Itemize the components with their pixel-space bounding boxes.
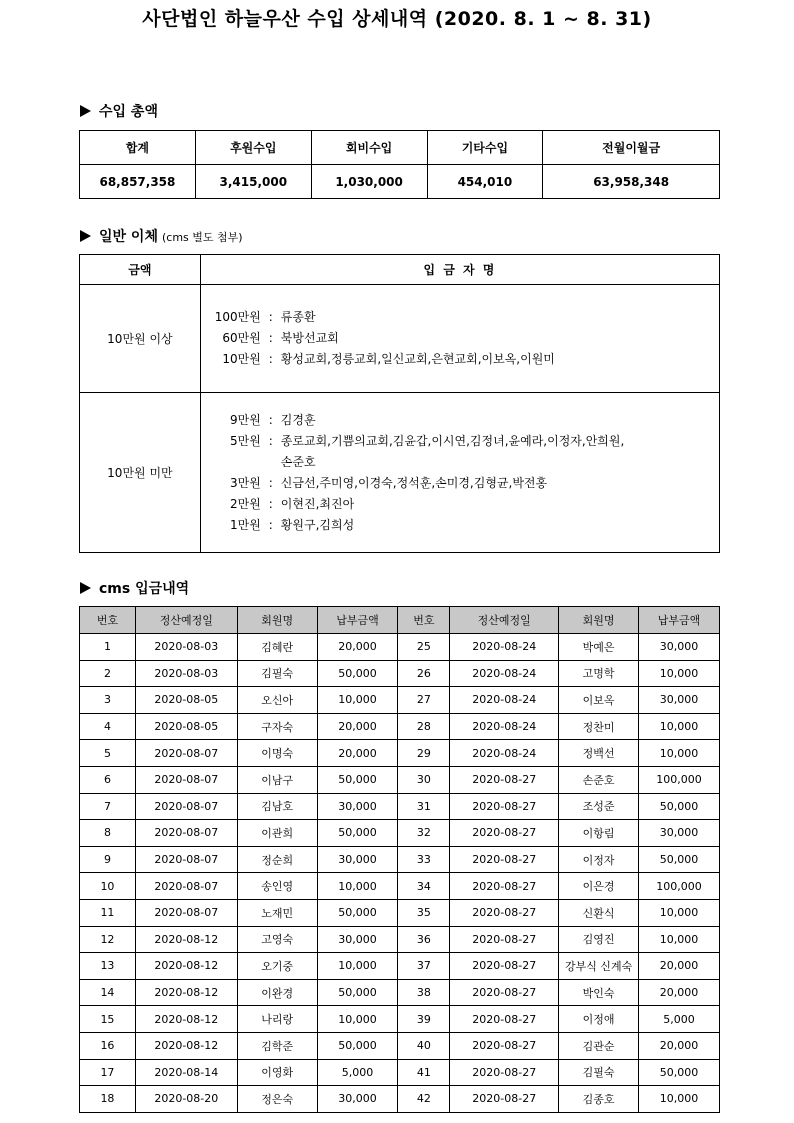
cms-cell: 오신아	[237, 687, 317, 714]
cms-cell: 10,000	[638, 740, 719, 767]
cms-header-cell: 정산예정일	[450, 607, 559, 634]
cms-cell: 10,000	[317, 953, 398, 980]
cms-cell: 2020-08-24	[450, 713, 559, 740]
cms-cell: 고영숙	[237, 926, 317, 953]
cms-cell: 이영화	[237, 1059, 317, 1086]
cms-cell: 김필숙	[559, 1059, 639, 1086]
cms-cell: 이정자	[559, 846, 639, 873]
cms-cell: 6	[80, 766, 136, 793]
cms-cell: 33	[398, 846, 450, 873]
general-header-cell: 입 금 자 명	[200, 255, 719, 285]
cms-header-cell: 회원명	[559, 607, 639, 634]
cms-header-cell: 번호	[398, 607, 450, 634]
donor-line	[213, 515, 707, 536]
donor-amount-label: 10만원	[222, 352, 261, 366]
donor-line	[213, 431, 707, 452]
cms-cell: 10,000	[317, 687, 398, 714]
cms-cell: 11	[80, 899, 136, 926]
table-row	[80, 793, 720, 820]
cms-cell: 100,000	[638, 873, 719, 900]
cms-cell: 2020-08-07	[135, 899, 237, 926]
cms-cell: 8	[80, 820, 136, 847]
cms-cell: 2020-08-05	[135, 713, 237, 740]
cms-header-cell: 정산예정일	[135, 607, 237, 634]
cms-cell: 이항림	[559, 820, 639, 847]
cms-cell: 42	[398, 1086, 450, 1113]
cms-header-row	[80, 607, 720, 634]
cms-cell: 30,000	[317, 1086, 398, 1113]
table-row	[80, 899, 720, 926]
table-row	[80, 953, 720, 980]
cms-cell: 정백선	[559, 740, 639, 767]
donor-names: 황원구,김희성	[280, 517, 355, 532]
cms-heading	[80, 578, 189, 598]
donor-line	[213, 452, 707, 473]
cms-table	[79, 606, 720, 1113]
cms-cell: 김필숙	[237, 660, 317, 687]
cms-cell: 2020-08-24	[450, 687, 559, 714]
cms-header-cell: 납부금액	[317, 607, 398, 634]
table-row	[80, 820, 720, 847]
summary-value-row	[80, 165, 720, 199]
cms-cell: 17	[80, 1059, 136, 1086]
cms-cell: 1	[80, 634, 136, 661]
cms-cell: 31	[398, 793, 450, 820]
cms-cell: 김관순	[559, 1032, 639, 1059]
table-row	[80, 1086, 720, 1113]
cms-cell: 10,000	[638, 713, 719, 740]
cms-cell: 100,000	[638, 766, 719, 793]
summary-heading	[80, 101, 158, 121]
donor-line	[213, 307, 707, 328]
cms-cell: 30,000	[317, 926, 398, 953]
summary-heading-label: 수입 총액	[99, 104, 158, 120]
table-row	[80, 873, 720, 900]
cms-cell: 3	[80, 687, 136, 714]
cms-table-body	[80, 634, 720, 1113]
cms-cell: 4	[80, 713, 136, 740]
cms-cell: 26	[398, 660, 450, 687]
cms-cell: 20,000	[638, 1032, 719, 1059]
donor-amount-label: 2만원	[229, 496, 261, 511]
donor-separator	[261, 452, 281, 473]
cms-cell: 2020-08-27	[450, 1086, 559, 1113]
donor-amount-label: 1만원	[229, 517, 261, 532]
table-row	[80, 713, 720, 740]
cms-cell: 10,000	[638, 660, 719, 687]
cms-cell: 2020-08-27	[450, 953, 559, 980]
summary-header-cell: 후원수입	[195, 131, 311, 165]
cms-cell: 2020-08-27	[450, 820, 559, 847]
cms-cell: 30,000	[638, 687, 719, 714]
cms-cell: 5,000	[317, 1059, 398, 1086]
cms-cell: 35	[398, 899, 450, 926]
cms-cell: 2020-08-07	[135, 846, 237, 873]
donor-separator: :	[268, 310, 273, 324]
summary-header-row	[80, 131, 720, 165]
cms-cell: 김학준	[237, 1032, 317, 1059]
cms-cell: 7	[80, 793, 136, 820]
cms-cell: 김영진	[559, 926, 639, 953]
cms-cell: 39	[398, 1006, 450, 1033]
cms-cell: 2020-08-27	[450, 873, 559, 900]
donor-names: 북방선교회	[280, 331, 339, 345]
cms-cell: 2020-08-27	[450, 899, 559, 926]
donor-line	[213, 349, 707, 370]
document-title: 사단법인 하늘우산 수입 상세내역 (2020. 8. 1 ~ 8. 31)	[142, 8, 652, 30]
donor-names: 손준호	[280, 454, 316, 469]
cms-cell: 50,000	[317, 820, 398, 847]
cms-cell: 10,000	[317, 873, 398, 900]
donor-line	[213, 494, 707, 515]
general-amount-cell: 10만원 미만	[80, 393, 201, 553]
cms-cell: 13	[80, 953, 136, 980]
table-row	[80, 1006, 720, 1033]
cms-cell: 2020-08-24	[450, 740, 559, 767]
summary-header-cell: 합계	[80, 131, 196, 165]
general-transfer-table	[79, 254, 720, 553]
triangle-right-icon	[80, 582, 91, 594]
cms-cell: 구자숙	[237, 713, 317, 740]
donor-amount-label: 100만원	[214, 310, 261, 324]
cms-cell: 송인영	[237, 873, 317, 900]
cms-cell: 29	[398, 740, 450, 767]
donor-separator: :	[268, 412, 273, 427]
table-row	[80, 979, 720, 1006]
donor-line	[213, 410, 707, 431]
cms-cell: 정찬미	[559, 713, 639, 740]
cms-cell: 25	[398, 634, 450, 661]
donor-names: 신금선,주미영,이경숙,정석훈,손미경,김형균,박전홍	[280, 475, 548, 490]
cms-cell: 9	[80, 846, 136, 873]
cms-cell: 2020-08-12	[135, 979, 237, 1006]
donor-separator: :	[268, 517, 273, 532]
cms-cell: 50,000	[638, 846, 719, 873]
triangle-right-icon	[80, 230, 91, 242]
cms-cell: 신환식	[559, 899, 639, 926]
cms-cell: 34	[398, 873, 450, 900]
cms-cell: 30	[398, 766, 450, 793]
cms-cell: 27	[398, 687, 450, 714]
cms-cell: 이정애	[559, 1006, 639, 1033]
donor-separator: :	[268, 433, 273, 448]
cms-cell: 16	[80, 1032, 136, 1059]
cms-cell: 2020-08-12	[135, 953, 237, 980]
cms-cell: 2020-08-07	[135, 766, 237, 793]
donor-separator: :	[268, 496, 273, 511]
cms-cell: 조성준	[559, 793, 639, 820]
table-row	[80, 1059, 720, 1086]
cms-cell: 2020-08-27	[450, 766, 559, 793]
donor-line	[213, 473, 707, 494]
cms-cell: 김남호	[237, 793, 317, 820]
cms-cell: 50,000	[317, 1032, 398, 1059]
cms-cell: 2020-08-14	[135, 1059, 237, 1086]
summary-value-cell: 454,010	[427, 165, 543, 199]
cms-cell: 박인숙	[559, 979, 639, 1006]
cms-cell: 2	[80, 660, 136, 687]
cms-cell: 2020-08-24	[450, 660, 559, 687]
cms-cell: 오기중	[237, 953, 317, 980]
general-names-cell	[200, 285, 719, 393]
cms-cell: 2020-08-27	[450, 1006, 559, 1033]
cms-cell: 50,000	[317, 979, 398, 1006]
cms-cell: 50,000	[317, 766, 398, 793]
cms-cell: 32	[398, 820, 450, 847]
donor-amount-label: 5만원	[229, 433, 261, 448]
cms-cell: 이남구	[237, 766, 317, 793]
summary-header-cell: 회비수입	[311, 131, 427, 165]
cms-cell: 10,000	[638, 1086, 719, 1113]
cms-cell: 10	[80, 873, 136, 900]
cms-cell: 18	[80, 1086, 136, 1113]
cms-cell: 20,000	[638, 953, 719, 980]
triangle-right-icon	[80, 105, 91, 117]
summary-header-cell: 기타수입	[427, 131, 543, 165]
cms-header-cell: 번호	[80, 607, 136, 634]
cms-cell: 2020-08-12	[135, 1006, 237, 1033]
donor-names: 황성교회,정릉교회,일신교회,은현교회,이보옥,이원미	[280, 352, 555, 366]
general-names-cell	[200, 393, 719, 553]
cms-cell: 41	[398, 1059, 450, 1086]
table-row	[80, 687, 720, 714]
cms-cell: 2020-08-20	[135, 1086, 237, 1113]
cms-cell: 강부식 신계숙	[559, 953, 639, 980]
cms-cell: 50,000	[638, 793, 719, 820]
table-row	[80, 634, 720, 661]
donor-names: 종로교회,기쁨의교회,김윤갑,이시연,김정녀,윤예라,이정자,안희원,	[280, 433, 625, 448]
cms-cell: 손준호	[559, 766, 639, 793]
cms-cell: 나리랑	[237, 1006, 317, 1033]
cms-cell: 28	[398, 713, 450, 740]
table-row	[80, 1032, 720, 1059]
general-heading	[80, 226, 243, 246]
cms-cell: 20,000	[317, 634, 398, 661]
donor-separator: :	[268, 352, 273, 366]
summary-table	[79, 130, 720, 199]
donor-amount-label: 9만원	[229, 412, 261, 427]
summary-value-cell: 63,958,348	[543, 165, 720, 199]
cms-cell: 5,000	[638, 1006, 719, 1033]
summary-value-cell: 1,030,000	[311, 165, 427, 199]
cms-cell: 37	[398, 953, 450, 980]
cms-cell: 20,000	[638, 979, 719, 1006]
cms-cell: 2020-08-27	[450, 979, 559, 1006]
cms-cell: 이명숙	[237, 740, 317, 767]
cms-cell: 38	[398, 979, 450, 1006]
cms-cell: 5	[80, 740, 136, 767]
general-heading-note: (cms 별도 첨부)	[161, 231, 243, 244]
table-row	[80, 926, 720, 953]
donor-amount-label: 60만원	[222, 331, 261, 345]
cms-cell: 2020-08-24	[450, 634, 559, 661]
donor-names: 김경훈	[280, 412, 316, 427]
donor-separator: :	[268, 331, 273, 345]
summary-header-cell: 전월이월금	[543, 131, 720, 165]
cms-cell: 이보옥	[559, 687, 639, 714]
summary-value-cell: 68,857,358	[80, 165, 196, 199]
cms-cell: 15	[80, 1006, 136, 1033]
cms-header-cell: 회원명	[237, 607, 317, 634]
cms-cell: 14	[80, 979, 136, 1006]
cms-cell: 2020-08-12	[135, 926, 237, 953]
cms-cell: 이완경	[237, 979, 317, 1006]
general-row	[80, 393, 720, 553]
donor-names: 류종환	[280, 310, 316, 324]
cms-cell: 2020-08-03	[135, 634, 237, 661]
cms-header-cell: 납부금액	[638, 607, 719, 634]
cms-cell: 2020-08-07	[135, 820, 237, 847]
general-header-row	[80, 255, 720, 285]
cms-cell: 김종호	[559, 1086, 639, 1113]
general-amount-cell: 10만원 이상	[80, 285, 201, 393]
table-row	[80, 846, 720, 873]
cms-cell: 이관희	[237, 820, 317, 847]
cms-cell: 고명학	[559, 660, 639, 687]
table-row	[80, 766, 720, 793]
donor-amount-label: 3만원	[229, 475, 261, 490]
cms-cell: 36	[398, 926, 450, 953]
general-row	[80, 285, 720, 393]
cms-cell: 30,000	[317, 846, 398, 873]
cms-cell: 정은숙	[237, 1086, 317, 1113]
cms-cell: 2020-08-27	[450, 1032, 559, 1059]
donor-names: 이현진,최진아	[280, 496, 355, 511]
cms-heading-label: cms 입금내역	[99, 581, 190, 597]
table-row	[80, 740, 720, 767]
cms-cell: 2020-08-27	[450, 926, 559, 953]
cms-cell: 정순희	[237, 846, 317, 873]
cms-cell: 2020-08-27	[450, 846, 559, 873]
general-header-cell: 금액	[80, 255, 201, 285]
cms-cell: 이은경	[559, 873, 639, 900]
cms-cell: 50,000	[317, 660, 398, 687]
donor-line	[213, 328, 707, 349]
cms-cell: 노재민	[237, 899, 317, 926]
cms-cell: 30,000	[638, 820, 719, 847]
cms-cell: 2020-08-27	[450, 793, 559, 820]
cms-cell: 2020-08-27	[450, 1059, 559, 1086]
cms-cell: 10,000	[317, 1006, 398, 1033]
donor-separator: :	[268, 475, 273, 490]
cms-cell: 2020-08-07	[135, 793, 237, 820]
cms-cell: 20,000	[317, 713, 398, 740]
cms-cell: 김혜란	[237, 634, 317, 661]
cms-cell: 12	[80, 926, 136, 953]
cms-cell: 50,000	[638, 1059, 719, 1086]
cms-cell: 2020-08-12	[135, 1032, 237, 1059]
cms-cell: 2020-08-07	[135, 740, 237, 767]
cms-cell: 30,000	[317, 793, 398, 820]
table-row	[80, 660, 720, 687]
cms-cell: 20,000	[317, 740, 398, 767]
cms-cell: 10,000	[638, 899, 719, 926]
cms-cell: 2020-08-05	[135, 687, 237, 714]
cms-cell: 30,000	[638, 634, 719, 661]
general-heading-label: 일반 이체	[99, 229, 158, 245]
cms-cell: 박예은	[559, 634, 639, 661]
summary-value-cell: 3,415,000	[195, 165, 311, 199]
donor-amount-label	[213, 452, 261, 473]
cms-cell: 50,000	[317, 899, 398, 926]
cms-cell: 10,000	[638, 926, 719, 953]
cms-cell: 2020-08-07	[135, 873, 237, 900]
cms-cell: 40	[398, 1032, 450, 1059]
cms-cell: 2020-08-03	[135, 660, 237, 687]
